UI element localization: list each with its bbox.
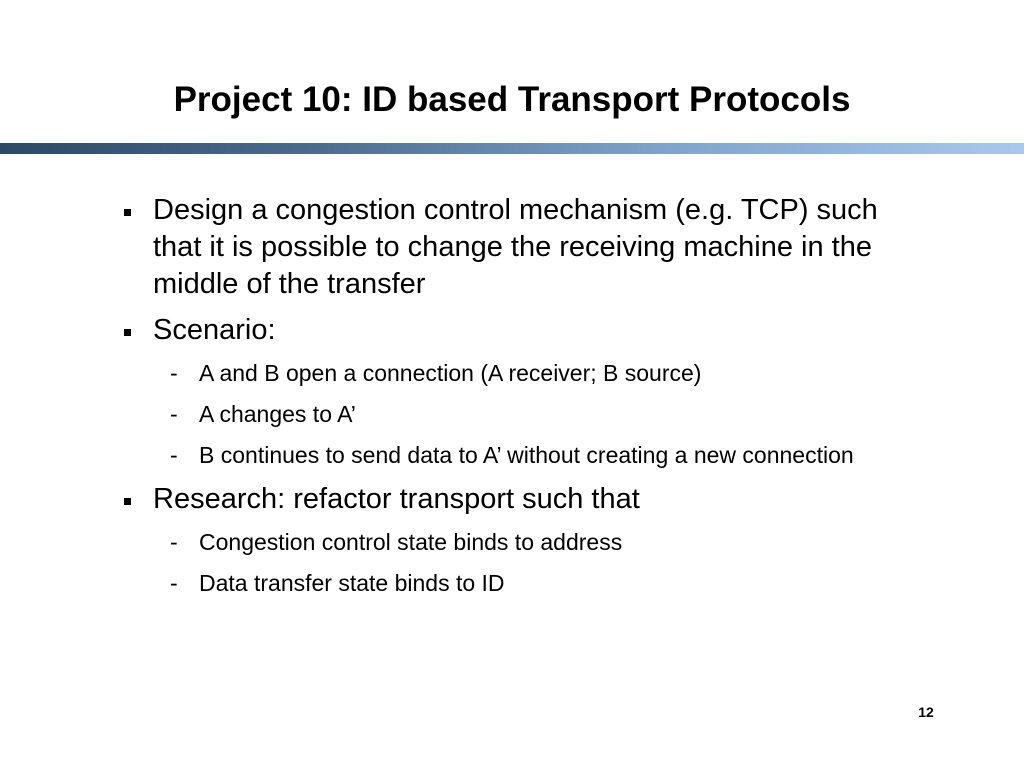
sub-list [120,527,900,598]
dash-marker: - [170,442,178,468]
square-bullet-icon [124,209,131,216]
bullet-item [120,481,900,518]
sub-list [120,358,900,470]
sub-bullet-text: B continues to send data to A’ without creating a new connection [199,442,854,468]
sub-bullet-item [168,568,900,598]
sub-bullet-item [168,527,900,557]
bullet-item [120,312,900,349]
slide-title: Project 10: ID based Transport Protocols [173,80,851,119]
sub-bullet-text: Congestion control state binds to address [199,529,623,555]
sub-bullet-text: A and B open a connection (A receiver; B source) [199,360,702,386]
page-number: 12 [918,704,934,720]
slide-body [120,192,900,609]
bullet-text: Research: refactor transport such that [153,483,640,515]
sub-bullet-item [168,399,900,429]
square-bullet-icon [124,329,131,336]
dash-marker: - [170,570,178,596]
sub-bullet-text: A changes to A’ [199,401,356,427]
dash-marker: - [170,401,178,427]
sub-bullet-text: Data transfer state binds to ID [199,570,505,596]
sub-bullet-item [168,358,900,388]
bullet-text: Scenario: [153,314,276,346]
dash-marker: - [170,529,178,555]
bullet-item [120,192,900,303]
sub-bullet-item [168,440,900,470]
bullet-text: Design a congestion control mechanism (e.g. TCP) such that it is possible to change the receiving machine in the middle of the transfer [153,194,878,300]
dash-marker: - [170,360,178,386]
square-bullet-icon [124,498,131,505]
title-divider [0,143,1024,154]
